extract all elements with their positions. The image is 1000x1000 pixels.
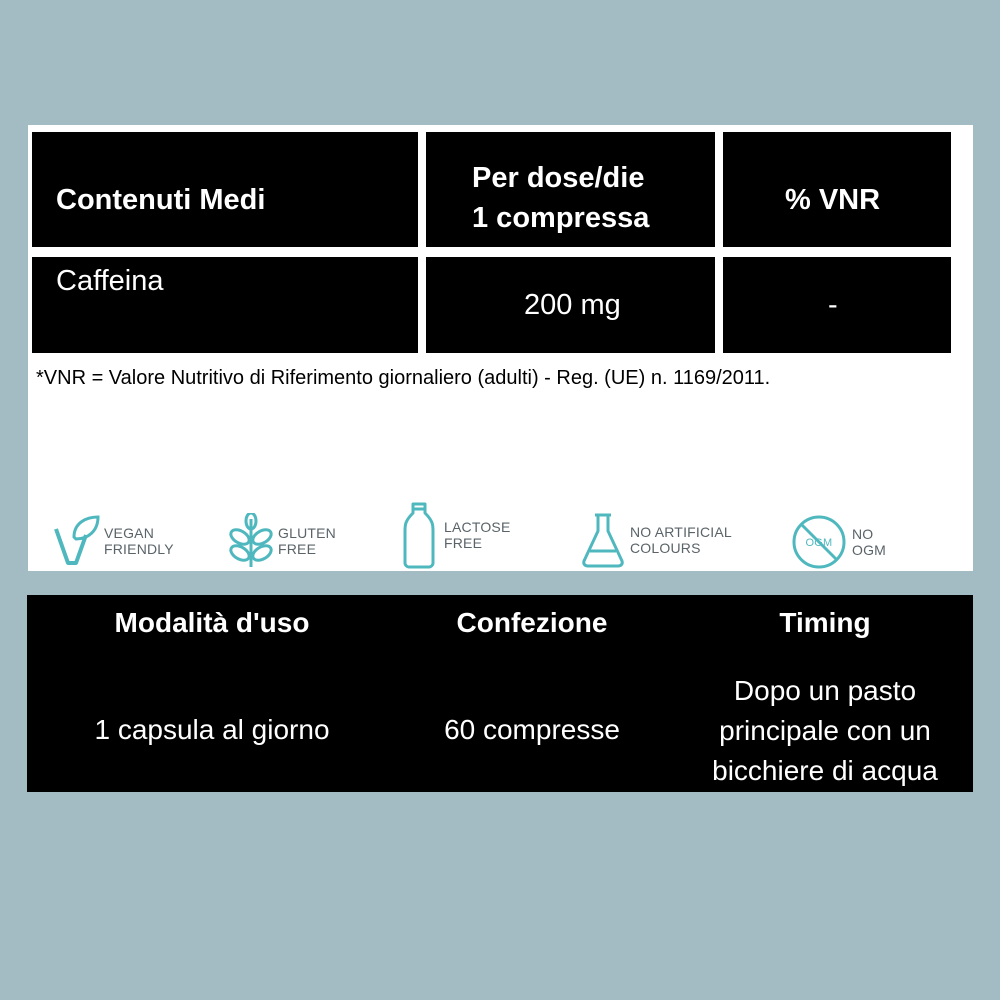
timing-line2: principale con un	[719, 715, 931, 746]
usage-mode-value: 1 capsula al giorno	[94, 714, 330, 745]
header-vnr-label: % VNR	[785, 184, 881, 216]
header-per-dose-line1: Per dose/die	[472, 162, 645, 194]
badge-ogm-text	[852, 526, 886, 558]
caffeina-amount: 200 mg	[524, 289, 621, 321]
badge-vegan	[52, 513, 174, 569]
usage-table	[27, 595, 973, 792]
badge-gluten-text	[278, 525, 336, 557]
header-modalita: Modalità d'uso	[114, 607, 310, 638]
timing-line1: Dopo un pasto	[733, 675, 917, 706]
vnr-footnote: *VNR = Valore Nutritivo di Riferimento giornaliero (adulti) - Reg. (UE) n. 1169/2011.	[36, 367, 771, 389]
badge-vegan-line2: FRIENDLY	[104, 541, 174, 557]
nutrition-panel	[28, 125, 973, 571]
flask-icon	[580, 511, 626, 569]
header-per-dose	[426, 132, 715, 247]
badge-gluten	[228, 513, 336, 569]
header-vnr	[723, 132, 951, 247]
badge-lactose-line1: LACTOSE	[444, 519, 511, 535]
cell-caffeina-amount	[426, 257, 715, 353]
badge-colours-line2: COLOURS	[630, 540, 701, 556]
badge-lactose	[402, 501, 511, 569]
caffeina-label: Caffeina	[56, 265, 164, 297]
badge-lactose-line2: FREE	[444, 535, 483, 551]
cell-caffeina-vnr	[723, 257, 951, 353]
header-contenuti-label: Contenuti Medi	[56, 184, 266, 216]
usage-timing-value	[687, 671, 963, 791]
badge-gluten-line2: FREE	[278, 541, 317, 557]
badge-vegan-text	[104, 525, 174, 557]
header-contenuti-medi	[32, 132, 418, 247]
timing-line3: bicchiere di acqua	[712, 755, 938, 786]
wheat-icon	[228, 513, 274, 569]
vegan-leaf-icon	[52, 513, 100, 569]
badge-gluten-line1: GLUTEN	[278, 525, 336, 541]
badge-no-artificial-colours	[580, 511, 732, 569]
badge-vegan-line1: VEGAN	[104, 525, 155, 541]
no-ogm-icon	[790, 513, 848, 571]
usage-pack-value: 60 compresse	[444, 714, 620, 745]
badge-lactose-text	[444, 519, 511, 551]
header-confezione: Confezione	[456, 607, 608, 638]
badge-colours-text	[630, 524, 732, 556]
header-timing: Timing	[779, 607, 871, 638]
badge-ogm-line1: NO	[852, 526, 874, 542]
badge-colours-line1: NO ARTIFICIAL	[630, 524, 732, 540]
badge-no-ogm	[790, 513, 886, 571]
ogm-icon-text: OGM	[805, 537, 833, 549]
caffeina-vnr: -	[828, 289, 838, 321]
header-per-dose-line2: 1 compressa	[472, 202, 650, 234]
cell-caffeina	[32, 257, 418, 353]
milk-bottle-icon	[402, 501, 436, 569]
badge-ogm-line2: OGM	[852, 542, 887, 558]
badge-row	[28, 497, 973, 577]
